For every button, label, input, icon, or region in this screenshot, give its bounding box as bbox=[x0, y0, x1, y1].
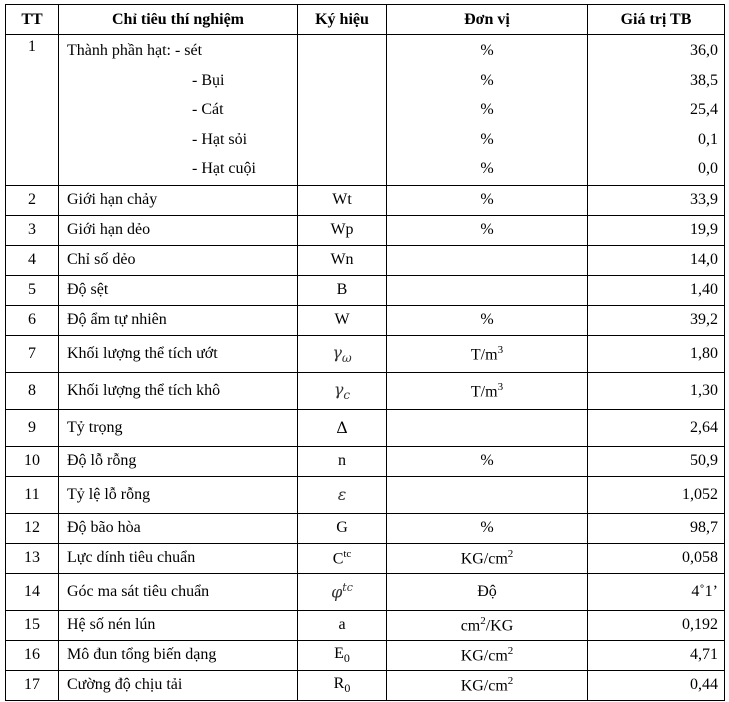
symbol-base: R bbox=[333, 674, 345, 692]
row-1-line-3-label: - Hạt sỏi bbox=[192, 130, 248, 148]
row-unit bbox=[387, 543, 588, 573]
row-unit: % bbox=[387, 215, 588, 245]
row-unit: % bbox=[387, 185, 588, 215]
header-criterion: Chỉ tiêu thí nghiệm bbox=[59, 5, 298, 35]
row-symbol bbox=[298, 476, 387, 513]
row-symbol bbox=[298, 640, 387, 670]
table-row-10 bbox=[6, 446, 725, 476]
row-symbol bbox=[298, 573, 387, 610]
row-criterion: Độ bão hòa bbox=[59, 513, 298, 543]
row-tt: 9 bbox=[6, 409, 59, 446]
gamma-symbol: γ bbox=[332, 342, 342, 362]
row-symbol: Wp bbox=[298, 215, 387, 245]
row-value: 33,9 bbox=[588, 185, 725, 215]
row-value: 0,058 bbox=[588, 543, 725, 573]
row-unit bbox=[387, 275, 588, 305]
unit-base: KG/cm bbox=[460, 550, 508, 568]
table-row-16 bbox=[6, 640, 725, 670]
row-value: 0,44 bbox=[588, 670, 725, 700]
row-unit bbox=[387, 670, 588, 700]
row-criterion: Giới hạn chảy bbox=[59, 185, 298, 215]
row-tt: 15 bbox=[6, 610, 59, 640]
unit-exponent: 3 bbox=[497, 380, 504, 393]
row-criterion: Khối lượng thể tích ướt bbox=[59, 335, 298, 372]
unit-base: T/m bbox=[470, 383, 498, 401]
row-criterion: Giới hạn dẻo bbox=[59, 215, 298, 245]
row-value: 1,30 bbox=[588, 372, 725, 409]
table-row-11 bbox=[6, 476, 725, 513]
row-criterion: Hệ số nén lún bbox=[59, 610, 298, 640]
row-criterion: Độ sệt bbox=[59, 275, 298, 305]
table-row-12 bbox=[6, 513, 725, 543]
symbol-superscript: tc bbox=[343, 548, 352, 561]
delta-symbol: Δ bbox=[336, 417, 348, 437]
unit-exponent: 3 bbox=[497, 343, 504, 356]
row-1-line-2-value: 25,4 bbox=[690, 101, 718, 119]
unit-exponent: 2 bbox=[480, 615, 486, 628]
header-tt: TT bbox=[6, 5, 59, 35]
unit-base: cm bbox=[460, 617, 481, 635]
row-symbol: W bbox=[298, 305, 387, 335]
table-row-15 bbox=[6, 610, 725, 640]
row-unit: Độ bbox=[387, 573, 588, 610]
row-tt: 16 bbox=[6, 640, 59, 670]
row-symbol bbox=[298, 372, 387, 409]
row-tt: 12 bbox=[6, 513, 59, 543]
row-tt: 11 bbox=[6, 476, 59, 513]
row-criterion: Lực dính tiêu chuẩn bbox=[59, 543, 298, 573]
row-value: 2,64 bbox=[588, 409, 725, 446]
soil-test-table bbox=[5, 4, 725, 701]
row-1-value bbox=[588, 35, 725, 186]
row-symbol: a bbox=[298, 610, 387, 640]
table-row-4 bbox=[6, 245, 725, 275]
row-tt: 17 bbox=[6, 670, 59, 700]
table-row-7 bbox=[6, 335, 725, 372]
row-tt: 8 bbox=[6, 372, 59, 409]
symbol-superscript: tc bbox=[342, 581, 353, 595]
row-1-line-0-value: 36,0 bbox=[690, 42, 718, 59]
unit-base: KG/cm bbox=[460, 647, 508, 665]
row-1-line-3-value: 0,1 bbox=[698, 130, 718, 148]
row-unit: % bbox=[387, 446, 588, 476]
row-1-line-4-unit: % bbox=[480, 160, 494, 178]
row-criterion: Độ ẩm tự nhiên bbox=[59, 305, 298, 335]
row-criterion: Độ lỗ rỗng bbox=[59, 446, 298, 476]
row-value: 0,192 bbox=[588, 610, 725, 640]
row-unit bbox=[387, 476, 588, 513]
row-value: 4,71 bbox=[588, 640, 725, 670]
header-symbol: Ký hiệu bbox=[298, 5, 387, 35]
omega-subscript: ω bbox=[341, 351, 352, 366]
row-tt: 3 bbox=[6, 215, 59, 245]
row-1-line-2-label: - Cát bbox=[192, 101, 224, 119]
symbol-base: C bbox=[332, 550, 344, 568]
epsilon-symbol: ε bbox=[337, 484, 347, 504]
row-criterion: Tỷ lệ lỗ rỗng bbox=[59, 476, 298, 513]
row-tt: 10 bbox=[6, 446, 59, 476]
unit-exponent: 2 bbox=[507, 548, 514, 561]
row-value: 39,2 bbox=[588, 305, 725, 335]
row-symbol bbox=[298, 543, 387, 573]
table-row-5 bbox=[6, 275, 725, 305]
header-unit: Đơn vị bbox=[387, 5, 588, 35]
row-tt: 13 bbox=[6, 543, 59, 573]
row-value: 19,9 bbox=[588, 215, 725, 245]
row-unit bbox=[387, 409, 588, 446]
row-1-line-4-label: - Hạt cuội bbox=[192, 160, 256, 178]
row-symbol bbox=[298, 670, 387, 700]
table-row-8 bbox=[6, 372, 725, 409]
row-unit bbox=[387, 640, 588, 670]
row-1-unit bbox=[387, 35, 588, 186]
table-row-2 bbox=[6, 185, 725, 215]
row-1-line-1-unit: % bbox=[480, 71, 494, 89]
unit-tail: /KG bbox=[485, 617, 514, 635]
phi-symbol: φ bbox=[331, 582, 343, 602]
unit-base: KG/cm bbox=[460, 677, 508, 695]
row-1-line-2-unit: % bbox=[480, 101, 494, 119]
row-unit bbox=[387, 610, 588, 640]
row-unit bbox=[387, 372, 588, 409]
row-tt: 2 bbox=[6, 185, 59, 215]
row-tt: 14 bbox=[6, 573, 59, 610]
row-value: 1,052 bbox=[588, 476, 725, 513]
row-criterion: Góc ma sát tiêu chuẩn bbox=[59, 573, 298, 610]
row-1-line-1-value: 38,5 bbox=[690, 71, 718, 89]
row-1-line-4-value: 0,0 bbox=[698, 160, 718, 178]
row-tt: 4 bbox=[6, 245, 59, 275]
row-1-line-0-label: Thành phần hạt: - sét bbox=[67, 42, 203, 59]
row-symbol: G bbox=[298, 513, 387, 543]
symbol-subscript: 0 bbox=[344, 681, 351, 696]
row-tt: 5 bbox=[6, 275, 59, 305]
gamma-symbol: γ bbox=[333, 379, 344, 399]
row-value: 1,40 bbox=[588, 275, 725, 305]
row-unit: % bbox=[387, 305, 588, 335]
table-row-17 bbox=[6, 670, 725, 700]
row-criterion: Khối lượng thể tích khô bbox=[59, 372, 298, 409]
row-value: 14,0 bbox=[588, 245, 725, 275]
row-1-line-1-label: - Bụi bbox=[192, 71, 225, 89]
row-value: 1,80 bbox=[588, 335, 725, 372]
table-row-6 bbox=[6, 305, 725, 335]
row-symbol: n bbox=[298, 446, 387, 476]
row-unit bbox=[387, 335, 588, 372]
row-1-criterion bbox=[59, 35, 298, 186]
row-1-line-3-unit: % bbox=[480, 130, 494, 148]
c-subscript: c bbox=[343, 388, 351, 403]
unit-base: T/m bbox=[470, 346, 498, 364]
row-1-symbol bbox=[298, 35, 387, 186]
row-symbol bbox=[298, 335, 387, 372]
row-criterion: Cường độ chịu tải bbox=[59, 670, 298, 700]
row-criterion: Chỉ số dẻo bbox=[59, 245, 298, 275]
row-tt: 7 bbox=[6, 335, 59, 372]
unit-exponent: 2 bbox=[507, 645, 514, 658]
row-unit: % bbox=[387, 513, 588, 543]
symbol-base: E bbox=[334, 644, 344, 662]
table-row-9 bbox=[6, 409, 725, 446]
table-row-3 bbox=[6, 215, 725, 245]
row-value: 98,7 bbox=[588, 513, 725, 543]
symbol-subscript: 0 bbox=[343, 651, 350, 666]
row-symbol: B bbox=[298, 275, 387, 305]
row-1-tt: 1 bbox=[6, 35, 59, 186]
row-unit bbox=[387, 245, 588, 275]
row-1-line-0-unit: % bbox=[480, 42, 494, 59]
unit-exponent: 2 bbox=[507, 675, 514, 688]
table-row-13 bbox=[6, 543, 725, 573]
table-row-14 bbox=[6, 573, 725, 610]
row-criterion: Tỷ trọng bbox=[59, 409, 298, 446]
row-symbol: Wn bbox=[298, 245, 387, 275]
header-value: Giá trị TB bbox=[588, 5, 725, 35]
row-tt: 6 bbox=[6, 305, 59, 335]
row-criterion: Mô đun tổng biến dạng bbox=[59, 640, 298, 670]
row-symbol: Wt bbox=[298, 185, 387, 215]
row-value: 4˚1’ bbox=[588, 573, 725, 610]
table-row-1 bbox=[6, 35, 725, 186]
row-symbol bbox=[298, 409, 387, 446]
row-value: 50,9 bbox=[588, 446, 725, 476]
